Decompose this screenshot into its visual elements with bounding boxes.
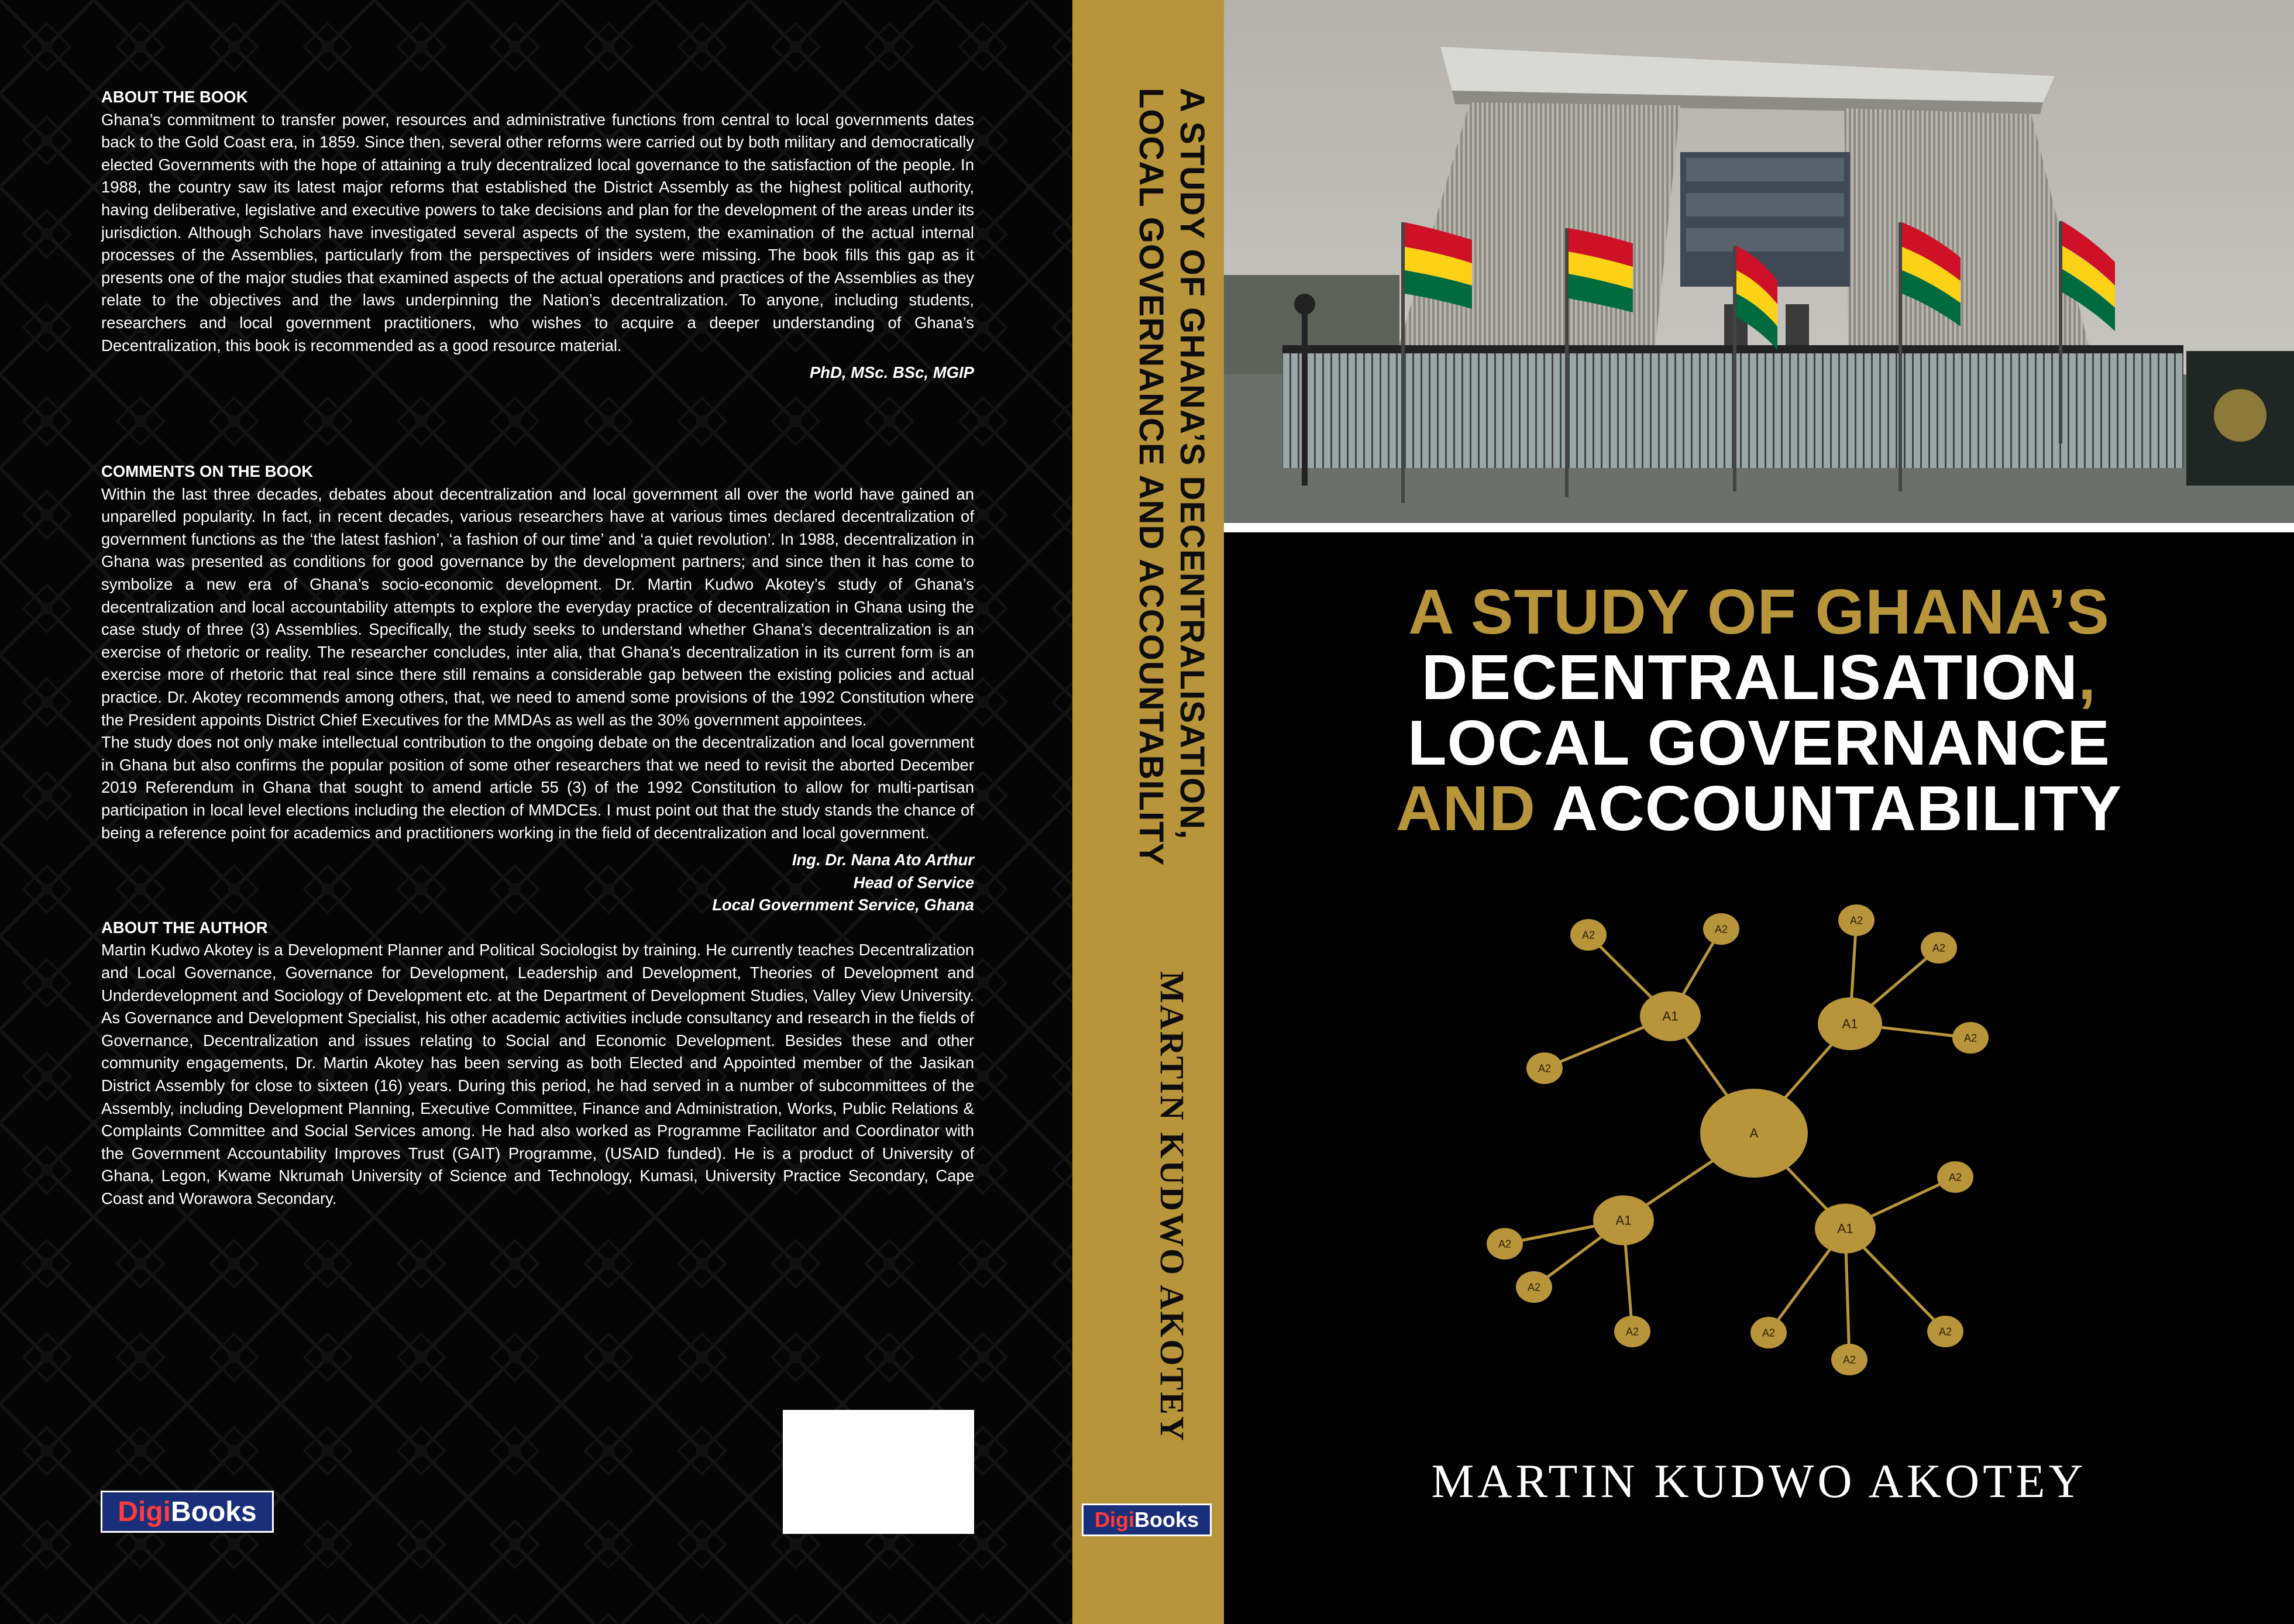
barcode-placeholder [783,1410,974,1534]
network-center-label: A [1749,1126,1759,1141]
spine-title-line1: A STUDY OF GHANA’S DECENTRALISATION, [1173,88,1211,840]
front-cover [1224,0,2294,1624]
network-leaf-label: A2 [1849,914,1863,927]
network-leaf-label: A2 [1714,923,1728,935]
publisher-logo-back [101,1491,274,1533]
comments-text-1: Within the last three decades, debates about decentralization and local government all over the world have gained an unparelled popularity. In fact, in recent decades, various researchers have at various times declared decentralization of government functions as the ‘the latest fashion’, ‘a fashion of our time’ and ‘a quiet revolution’. In 1988, decentralization in Ghana was presented as conditions for good governance by the development partners; and since then it has come to symbolize a new era of Ghana’s socio-economic development. Dr. Martin Kudwo Akotey’s study of Ghana’s decentralization and local accountability attempts to explore the everyday practice of decentralization in Ghana using the case study of three (3) Assemblies. Specifically, the study seeks to understand whether Ghana’s decentralization is an exercise of rhetoric or reality. The researcher concludes, inter alia, that Ghana’s decentralization in its current form is an exercise more of rhetoric that real since there still remains a considerable gap between the existing policies and actual practice. Dr. Akotey recommends among others, that, we need to amend some provisions of the 1992 Constitution where the President appoints District Chief Executives for the MMDAs as well as the 30% government appointees. [101,484,974,729]
network-leaf-label: A2 [1938,1326,1952,1338]
book-spine [1072,0,1224,1624]
network-leaf-label: A2 [1963,1032,1977,1044]
cover-author: MARTIN KUDWO AKOTEY [1431,1454,2087,1508]
network-leaf-label: A2 [1762,1327,1776,1339]
back-cover [0,0,1072,1624]
network-hub-label: A1 [1662,1009,1679,1024]
comments-text-2: The study does not only make intellectual contribution to the ongoing debate on the decentralization and local government in Ghana but also confirms the popular position of some other researchers that we need to revisit the aborted December 2019 Referendum in Ghana that sought to amend article 55 (3) of the 1992 Constitution to allow for multi-partisan participation in local level elections including the election of MMDCEs. I must point out that the study stands the chance of being a reference point for academics and practitioners working in the field of decentralization and local government. [101,733,974,842]
comments-signature-title: Head of Service [853,873,974,892]
network-leaf-label: A2 [1932,942,1946,954]
cover-title [1224,576,2294,844]
jubilee-house-photo [1224,0,2294,523]
network-leaf-label: A2 [1842,1354,1856,1366]
about-book-heading: ABOUT THE BOOK [101,88,248,106]
comments-signature-name: Ing. Dr. Nana Ato Arthur [792,851,974,869]
photo-divider [1224,523,2294,532]
publisher-logo-spine [1082,1503,1212,1536]
title-line-4-wrap [1224,773,2294,844]
network-hub-label: A1 [1615,1213,1632,1228]
title-line-4: ACCOUNTABILITY [1552,773,2123,844]
network-diagram [1224,878,2294,1404]
comments-signature-org: Local Government Service, Ghana [712,896,974,914]
spine-rotated-text [1072,0,1224,1624]
title-line-2-wrap [1224,642,2294,713]
network-leaf-label: A2 [1625,1326,1639,1338]
network-leaf-label: A2 [1498,1238,1512,1250]
spine-author: MARTIN KUDWO AKOTEY [1153,971,1191,1443]
network-hub-label: A1 [1837,1221,1853,1236]
network-leaf-label: A2 [1581,929,1595,941]
comments-section [101,460,974,1210]
about-the-book-section [101,86,974,384]
logo-books-text: Books [170,1496,257,1527]
about-book-text: Ghana’s commitment to transfer power, resources and administrative functions from central to local governments dates back to the Gold Coast era, in 1859. Since then, several other reforms were carried out by both military and democratically elected Governments with the hope of attaining a truly decentralized local governance to the satisfaction of the people. In 1988, the country saw its latest major reforms that established the District Assembly as the highest political authority, having deliberative, legislative and executive powers to take decisions and plan for the development of the areas under its jurisdiction. Although Scholars have investigated several aspects of the system, the examination of the actual internal processes of the Assemblies, particularly from the perspectives of insiders were missing. The book fills this gap as it presents one of the major studies that examined aspects of the actual operations and practices of the Assemblies as they relate to the objectives and the laws underpinning the Nation’s decentralization. To anyone, including students, researchers and local government practitioners, who wishes to acquire a deeper understanding of Ghana’s Decentralization, this book is recommended as a good resource material. [101,110,974,355]
about-author-text: Martin Kudwo Akotey is a Development Planner and Political Sociologist by training. He currently teaches Decentralization and Local Governance, Governance for Development, Leadership and Development, Theories of Development and Underdevelopment and Sociology of Development etc. at the Department of Development Studies, Valley View University. As Governance and Development Specialist, his other academic activities include consultancy and research in the fields of Governance, Decentralization and issues relating to Social and Economic Development. Besides these and other community engagements, Dr. Martin Akotey has been serving as both Elected and Appointed member of the Jasikan District Assembly for close to sixteen (16) years. During this period, he had served in a number of subcommittees of the Assembly, including Development Planning, Executive Committee, Finance and Administration, Works, Public Relations & Complaints Committee and Social Services among. He had also worked as Programme Facilitator and Coordinator with the Government Accountability Improves Trust (GAIT) Programme, (USAID funded). He is a product of University of Ghana, Legon, Kwame Nkrumah University of Science and Technology, Kumasi, University Practice Secondary, Cape Coast and Worawora Secondary. [101,941,974,1207]
logo-digi-text: Digi [118,1496,171,1527]
about-author-heading: ABOUT THE AUTHOR [101,918,268,937]
comments-heading: COMMENTS ON THE BOOK [101,462,314,480]
title-line-3: LOCAL GOVERNANCE [1408,707,2110,779]
network-leaf-label: A2 [1948,1171,1962,1183]
about-book-signature: PhD, MSc. BSc, MGIP [809,363,974,382]
network-leaf-label: A2 [1538,1062,1552,1075]
logo-digi-text: Digi [1094,1508,1134,1532]
spine-title-line2: LOCAL GOVERNANCE AND ACCOUNTABILITY [1132,88,1170,866]
network-hub-label: A1 [1842,1016,1858,1031]
title-and: AND [1395,773,1536,844]
title-comma: , [2078,642,2097,713]
title-line-2: DECENTRALISATION [1421,642,2078,713]
title-line-1: A STUDY OF GHANA’S [1408,576,2110,648]
network-leaf-label: A2 [1527,1281,1541,1293]
logo-books-text: Books [1134,1508,1199,1532]
spine-title [1130,88,1212,965]
